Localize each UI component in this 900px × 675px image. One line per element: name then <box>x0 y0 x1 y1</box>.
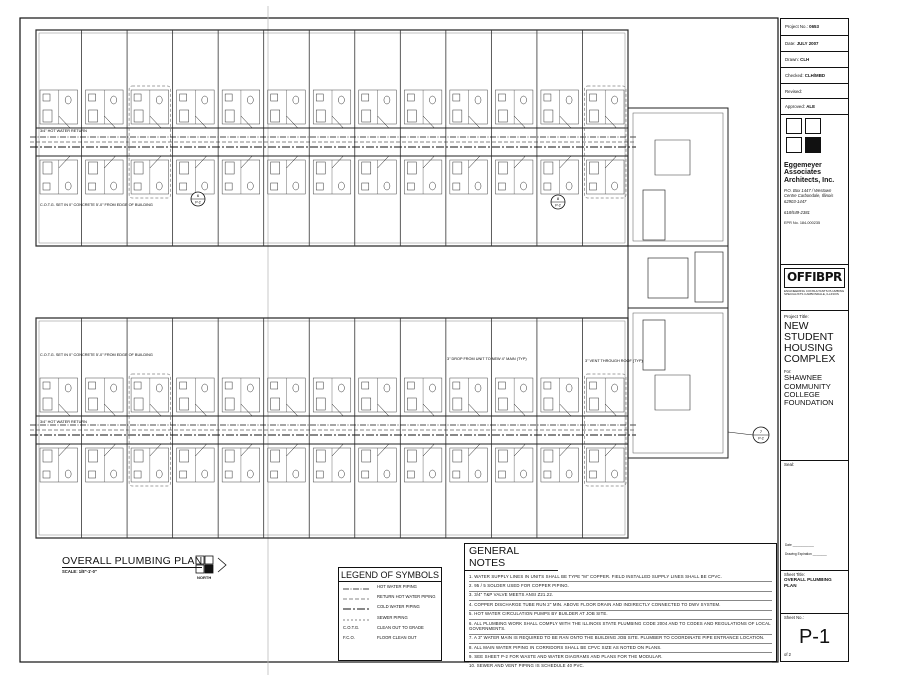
note-item: 6. ALL PLUMBING WORK SHALL COMPLY WITH THE ILLINOIS STATE PLUMBING CODE 2004 AND TO CODES AND REGULATIONS OF LOCAL GOVERNMENTS. <box>469 620 772 634</box>
legend-description: CLEAN OUT TO GRADE <box>377 624 424 630</box>
callout-left-sheet: P-2 <box>195 200 201 205</box>
sheet-number-panel <box>781 614 848 661</box>
commons-connector <box>628 108 728 458</box>
for-label: For: <box>784 368 792 374</box>
annotation-lower-hw-return: 3/4" HOT WATER RETURN <box>40 420 87 424</box>
annotation-lower-cotg: C.O.T.G. SET IN 0" CONCRETE 5'-0" FROM EDGE OF BUILDING <box>40 353 153 357</box>
sheet-number: P-1 <box>798 626 831 649</box>
revised-label: Revised: <box>785 89 803 94</box>
consultant-panel <box>781 265 848 311</box>
annotation-upper-cotg: C.O.T.G. SET IN 0" CONCRETE 5'-0" FROM EDGE OF BUILDING <box>40 203 153 207</box>
approved-value: ALE <box>806 104 816 109</box>
sheet-title: OVERALL PLUMBING PLAN <box>784 577 832 589</box>
legend-title: LEGEND OF SYMBOLS <box>340 570 440 580</box>
annotation-drop: 3" DROP FROM UNIT TO NEW 4" MAIN (TYP) <box>447 357 527 361</box>
callout-left-number: 6 <box>196 193 200 198</box>
callout-mid-sheet: P-2 <box>555 203 561 208</box>
firm-phone: 618/549-2381 <box>784 209 810 215</box>
legend-description: HOT WATER PIPING <box>377 584 417 589</box>
note-item: 7. A 3" WATER MAIN IS REQUIRED TO BE RAN ONTO THE BUILDING JOB SITE. PLUMBER TO COORDINATE PIPE ENTRANCE LOCATION. <box>469 635 772 644</box>
client-name: SHAWNEE COMMUNITY COLLEGE FOUNDATION <box>784 373 834 407</box>
return-hot-water-line-icon <box>343 597 369 601</box>
drawn-label: Drawn: <box>785 57 799 62</box>
note-item: 3. 3/4" T&P VALVE MEETS ANSI Z21.22. <box>469 592 772 601</box>
callout-right-sheet: P-2 <box>758 436 764 441</box>
notes-title: GENERAL NOTES <box>465 544 558 571</box>
annotation-upper-hw-return: 3/4" HOT WATER RETURN <box>40 129 87 133</box>
legend-row <box>339 602 441 612</box>
sheet-of: of 2 <box>784 652 791 658</box>
date-value: JULY 2007 <box>796 41 819 46</box>
general-notes <box>464 543 777 669</box>
approved-field <box>781 99 848 115</box>
sheet-title-label: Sheet Title: <box>784 572 805 577</box>
cold-water-line-icon <box>343 607 369 611</box>
plan-title: OVERALL PLUMBING PLAN <box>62 555 203 567</box>
project-number-value: 0653 <box>809 24 819 29</box>
note-item: 4. COPPER DISCHARGE TUBE RUN 2" MIN. ABOVE FLOOR DRAIN AND INDIRECTLY CONNECTED TO DWV SYSTEM. <box>469 601 772 610</box>
annotation-vent: 3" VENT THROUGH ROOF (TYP) <box>585 359 643 363</box>
lower-dormitory-wing <box>30 318 636 538</box>
note-item: 5. HOT WATER CIRCULATION PUMPS BY BUILDER AT JOB SITE. <box>469 611 772 620</box>
firm-logo-icon <box>786 118 826 158</box>
note-item: 1. WATER SUPPLY LINES IN UNITS SHALL BE TYPE "M" COPPER. FIELD INSTALLED SUPPLY LINES SHALL BE CPVC. <box>469 573 772 582</box>
drawn-value: CLH <box>800 57 810 62</box>
legend-symbol: C.O.T.G. <box>343 624 360 630</box>
checked-value: CLH/MBD <box>804 73 826 78</box>
consultant-subtitle: ENGINEERING CONSULTANTS PLUMBING SPECIALISTS CARBONDALE, ILLINOIS <box>784 288 845 297</box>
legend-row <box>339 582 441 592</box>
signature-date-label: Date ____________ <box>785 543 814 547</box>
legend-row <box>339 592 441 602</box>
notes-list <box>465 571 776 673</box>
note-item: 10. SEWER AND VENT PIPING IS SCHEDULE 40 PVC. <box>469 663 585 669</box>
architect-panel <box>781 115 848 265</box>
north-label: NORTH <box>197 575 212 580</box>
note-item: 9. SEE SHEET P-2 FOR WASTE AND WATER DIAGRAMS AND PLANS FOR THE MODULAR. <box>469 653 772 662</box>
legend-of-symbols <box>338 567 442 661</box>
project-number-label: Project No.: <box>785 24 808 29</box>
title-block <box>780 18 849 662</box>
project-number-field <box>781 19 848 36</box>
callout-right-number: 7 <box>759 429 763 434</box>
sheet-number-label: Sheet No.: <box>784 615 804 620</box>
seal-label: Seal: <box>784 462 795 467</box>
legend-description: FLOOR CLEAN OUT <box>377 634 417 640</box>
checked-label: Checked: <box>785 73 804 78</box>
firm-name: Eggemeyer Associates Architects, Inc. <box>784 162 835 184</box>
firm-address: P.O. Box 1447 / Westown Centre Carbondale, Illinois 62903-1447 <box>784 188 834 204</box>
plan-scale: SCALE: 1/8"-1'-0" <box>62 569 97 574</box>
date-label: Date: <box>785 41 796 46</box>
legend-description: COLD WATER PIPING <box>377 604 420 610</box>
sheet-title-panel <box>781 571 848 614</box>
drawn-field <box>781 52 848 68</box>
note-item: 2. 95 / 5 SOLDER USED FOR COPPER PIPING. <box>469 582 772 591</box>
legend-row <box>339 623 441 633</box>
project-title: NEW STUDENT HOUSING COMPLEX <box>784 319 836 365</box>
legend-description: SEWER PIPING <box>377 614 408 620</box>
consultant-logo: OFFIBPR <box>784 268 845 288</box>
approved-label: Approved: <box>785 104 806 109</box>
revised-field <box>781 84 848 99</box>
legend-row <box>339 633 441 643</box>
callout-mid-number: 8 <box>556 196 560 201</box>
hot-water-line-icon <box>343 587 369 591</box>
sewer-line-icon <box>343 618 369 622</box>
checked-field <box>781 68 848 84</box>
legend-symbol: F.C.O. <box>343 634 355 640</box>
project-title-label: Project Title: <box>784 314 809 319</box>
upper-dormitory-wing <box>30 30 636 246</box>
seal-panel <box>781 461 848 571</box>
legend-description: RETURN HOT WATER PIPING <box>377 594 436 600</box>
note-item: 8. ALL MAIN WATER PIPING IN CORRIDORS SHALL BE CPVC SIZE AS NOTED ON PLANS. <box>469 644 772 653</box>
date-field <box>781 36 848 52</box>
firm-epr-number: EPR No. 184-000235 <box>784 221 821 226</box>
project-panel <box>781 311 848 461</box>
legend-row <box>339 613 441 623</box>
signature-expiration-label: Drawing Expiration ________ <box>785 552 827 556</box>
